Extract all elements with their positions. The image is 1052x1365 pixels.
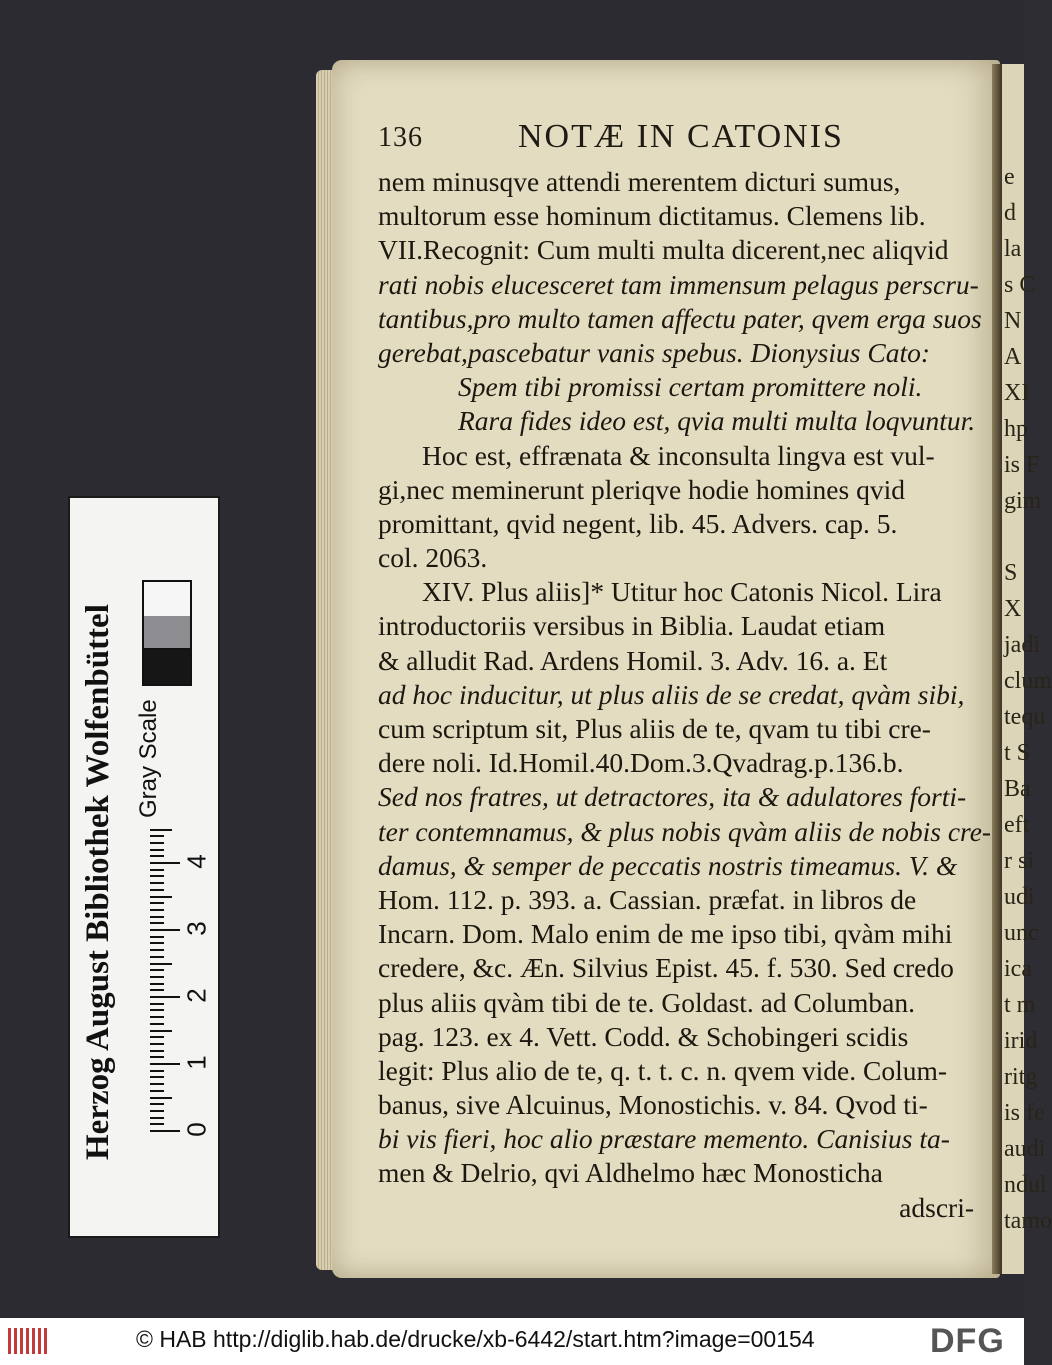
fragment-text: e bbox=[1004, 164, 1015, 190]
white-swatch bbox=[142, 580, 192, 618]
ruler-mark: 2 bbox=[181, 988, 212, 1003]
ruler-tick bbox=[150, 835, 164, 837]
ruler-mark: 3 bbox=[181, 921, 212, 936]
fragment-text: X bbox=[1004, 596, 1022, 622]
fragment-text: S bbox=[1004, 560, 1018, 586]
ruler-tick bbox=[150, 1023, 164, 1025]
text-line: Sed nos fratres, ut detractores, ita & adulatores forti- bbox=[378, 781, 967, 813]
book-gutter bbox=[992, 64, 1002, 1274]
text-line: legit: Plus alio de te, q. t. t. c. n. qvem vide. Colum- bbox=[378, 1054, 948, 1086]
text-line: pag. 123. ex 4. Vett. Codd. & Schobingeri scidis bbox=[378, 1020, 909, 1052]
text-line: rati nobis elucesceret tam immensum pelagus perscru- bbox=[378, 268, 979, 300]
text-line: ad hoc inducitur, ut plus aliis de se credat, qvàm sibi, bbox=[378, 678, 965, 710]
fragment-text: tequ bbox=[1004, 704, 1046, 730]
text-line: dere noli. Id.Homil.40.Dom.3.Qvadrag.p.136.b. bbox=[378, 747, 904, 779]
ruler-tick bbox=[150, 1090, 164, 1092]
text-line: Hom. 112. p. 393. a. Cassian. præfat. in libros de bbox=[378, 883, 917, 915]
fragment-text: is F bbox=[1004, 452, 1040, 478]
ruler-tick bbox=[150, 989, 164, 991]
ruler-tick bbox=[150, 1123, 164, 1125]
ruler-tick bbox=[150, 1003, 164, 1005]
ruler-tick bbox=[150, 1103, 164, 1105]
hab-logo-icon bbox=[8, 1328, 48, 1354]
ruler-tick bbox=[150, 1097, 172, 1099]
ruler-tick bbox=[150, 1110, 164, 1112]
text-line: plus aliis qvàm tibi de te. Goldast. ad Columban. bbox=[378, 986, 915, 1018]
ruler-mark: 1 bbox=[181, 1055, 212, 1070]
text-line: Hoc est, effrænata & inconsulta lingva est vul- bbox=[422, 439, 935, 471]
ruler-tick bbox=[150, 949, 164, 951]
ruler-tick bbox=[150, 996, 180, 998]
gray-scale-label: Gray Scale bbox=[135, 699, 162, 818]
fragment-text: t m bbox=[1004, 992, 1036, 1018]
text-line: multorum esse hominum dictitamus. Clemens lib. bbox=[378, 200, 926, 232]
ruler-tick bbox=[150, 1056, 164, 1058]
fragment-text: tamo bbox=[1004, 1208, 1052, 1234]
text-line: adscri- bbox=[899, 1191, 974, 1223]
text-line: Rara fides ideo est, qvia multi multa loqvuntur. bbox=[458, 405, 976, 437]
fragment-text: A bbox=[1004, 344, 1022, 370]
text-line: XIV. Plus aliis]* Utitur hoc Catonis Nicol. Lira bbox=[422, 576, 942, 608]
ruler-mark: 4 bbox=[181, 854, 212, 869]
ruler-tick bbox=[150, 963, 172, 965]
fragment-text: hp bbox=[1004, 416, 1028, 442]
fragment-text: is fe bbox=[1004, 1100, 1045, 1126]
ruler-mark: 0 bbox=[181, 1122, 212, 1137]
ruler-tick bbox=[150, 942, 164, 944]
ruler-tick bbox=[150, 916, 164, 918]
ruler-tick bbox=[150, 922, 164, 924]
fragment-text: t S bbox=[1004, 740, 1031, 766]
running-title: NOTÆ IN CATONIS bbox=[518, 118, 844, 155]
ruler-tick bbox=[150, 1036, 164, 1038]
ruler-tick bbox=[150, 862, 180, 864]
text-line: bi vis fieri, hoc alio præstare memento. Canisius ta- bbox=[378, 1123, 950, 1155]
ruler-tick bbox=[150, 1130, 180, 1132]
text-line: ter contemnamus, & plus nobis qvàm aliis de nobis cre- bbox=[378, 815, 992, 847]
fragment-text: N bbox=[1004, 308, 1022, 334]
ruler-tick bbox=[150, 909, 164, 911]
text-line: Spem tibi promissi certam promittere noli. bbox=[458, 371, 923, 403]
ruler-tick bbox=[150, 889, 164, 891]
fragment-text: audi bbox=[1004, 1136, 1046, 1162]
ruler-tick bbox=[150, 896, 172, 898]
ruler-tick bbox=[150, 829, 172, 831]
text-line: Incarn. Dom. Malo enim de me ipso tibi, qvàm mihi bbox=[378, 918, 953, 950]
fragment-text: la bbox=[1004, 236, 1022, 262]
fragment-text: jadi bbox=[1004, 632, 1040, 658]
fragment-text: eft bbox=[1004, 812, 1030, 838]
institution-label: Herzog August Bibliothek Wolfenbüttel bbox=[80, 604, 116, 1160]
text-line: promittant, qvid negent, lib. 45. Advers. cap. 5. bbox=[378, 507, 898, 539]
ruler-tick bbox=[150, 1043, 164, 1045]
fragment-text: XI bbox=[1004, 380, 1030, 406]
text-line: gerebat,pascebatur vanis spebus. Dionysius Cato: bbox=[378, 336, 930, 368]
fragment-text: s C bbox=[1004, 272, 1036, 298]
ruler-tick bbox=[150, 882, 164, 884]
ruler-tick bbox=[150, 849, 164, 851]
page-number: 136 bbox=[378, 122, 423, 153]
ruler-tick bbox=[150, 936, 164, 938]
ruler-tick bbox=[150, 1117, 164, 1119]
ruler-tick bbox=[150, 1030, 172, 1032]
ruler-tick bbox=[150, 983, 164, 985]
text-line: & alludit Rad. Ardens Homil. 3. Adv. 16. a. Et bbox=[378, 644, 888, 676]
ruler-tick bbox=[150, 1070, 164, 1072]
copyright-url[interactable]: © HAB http://diglib.hab.de/drucke/xb-6442/start.htm?image=00154 bbox=[136, 1326, 815, 1352]
ruler-tick bbox=[150, 969, 164, 971]
ruler-tick bbox=[150, 1063, 180, 1065]
fragment-text: ica bbox=[1004, 956, 1032, 982]
ruler-tick bbox=[150, 1016, 164, 1018]
ruler-tick bbox=[150, 929, 180, 931]
dfg-logo: DFG bbox=[930, 1322, 1005, 1360]
page-text-block bbox=[378, 165, 992, 1225]
text-line: cum scriptum sit, Plus aliis de te, qvam tu tibi cre- bbox=[378, 713, 931, 744]
ruler-tick bbox=[150, 855, 164, 857]
text-line: banus, sive Alcuinus, Monostichis. v. 84. Qvod ti- bbox=[378, 1089, 928, 1121]
text-line: credere, &c. Æn. Silvius Epist. 45. f. 530. Sed credo bbox=[378, 952, 954, 984]
fragment-text: gim bbox=[1004, 488, 1042, 514]
ruler-tick bbox=[150, 1050, 164, 1052]
ruler-tick bbox=[150, 902, 164, 904]
text-line: damus, & semper de peccatis nostris timeamus. V. & bbox=[378, 849, 958, 881]
text-line: tantibus,pro multo tamen affectu pater, qvem erga suos bbox=[378, 302, 982, 334]
fragment-text: clum bbox=[1004, 668, 1052, 694]
ruler-tick bbox=[150, 1076, 164, 1078]
text-line: col. 2063. bbox=[378, 542, 488, 574]
ruler-tick bbox=[150, 956, 164, 958]
fragment-text: unc bbox=[1004, 920, 1039, 946]
ruler-tick bbox=[150, 875, 164, 877]
fragment-text: Ba bbox=[1004, 776, 1031, 802]
fragment-text: udi bbox=[1004, 884, 1035, 910]
ruler-tick bbox=[150, 976, 164, 978]
black-swatch bbox=[142, 648, 192, 686]
fragment-text: ritg bbox=[1004, 1064, 1038, 1090]
ruler-tick bbox=[150, 869, 164, 871]
ruler-tick bbox=[150, 1083, 164, 1085]
text-line: VII.Recognit: Cum multi multa dicerent,nec aliqvid bbox=[378, 234, 949, 266]
text-line: nem minusqve attendi merentem dicturi sumus, bbox=[378, 166, 901, 197]
fragment-text: d bbox=[1004, 200, 1016, 226]
fragment-text: r si bbox=[1004, 848, 1034, 874]
text-line: introductoriis versibus in Biblia. Laudat etiam bbox=[378, 610, 886, 642]
ruler-tick bbox=[150, 1009, 164, 1011]
fragment-text: ndul bbox=[1004, 1172, 1047, 1198]
text-line: gi,nec meminerunt pleriqve hodie homines qvid bbox=[378, 473, 905, 505]
ruler-tick bbox=[150, 842, 164, 844]
gray-swatch bbox=[142, 616, 192, 648]
text-line: men & Delrio, qvi Aldhelmo hæc Monosticha bbox=[378, 1157, 883, 1189]
adjacent-page-fragment bbox=[1002, 64, 1052, 1274]
fragment-text: irid bbox=[1004, 1028, 1038, 1054]
